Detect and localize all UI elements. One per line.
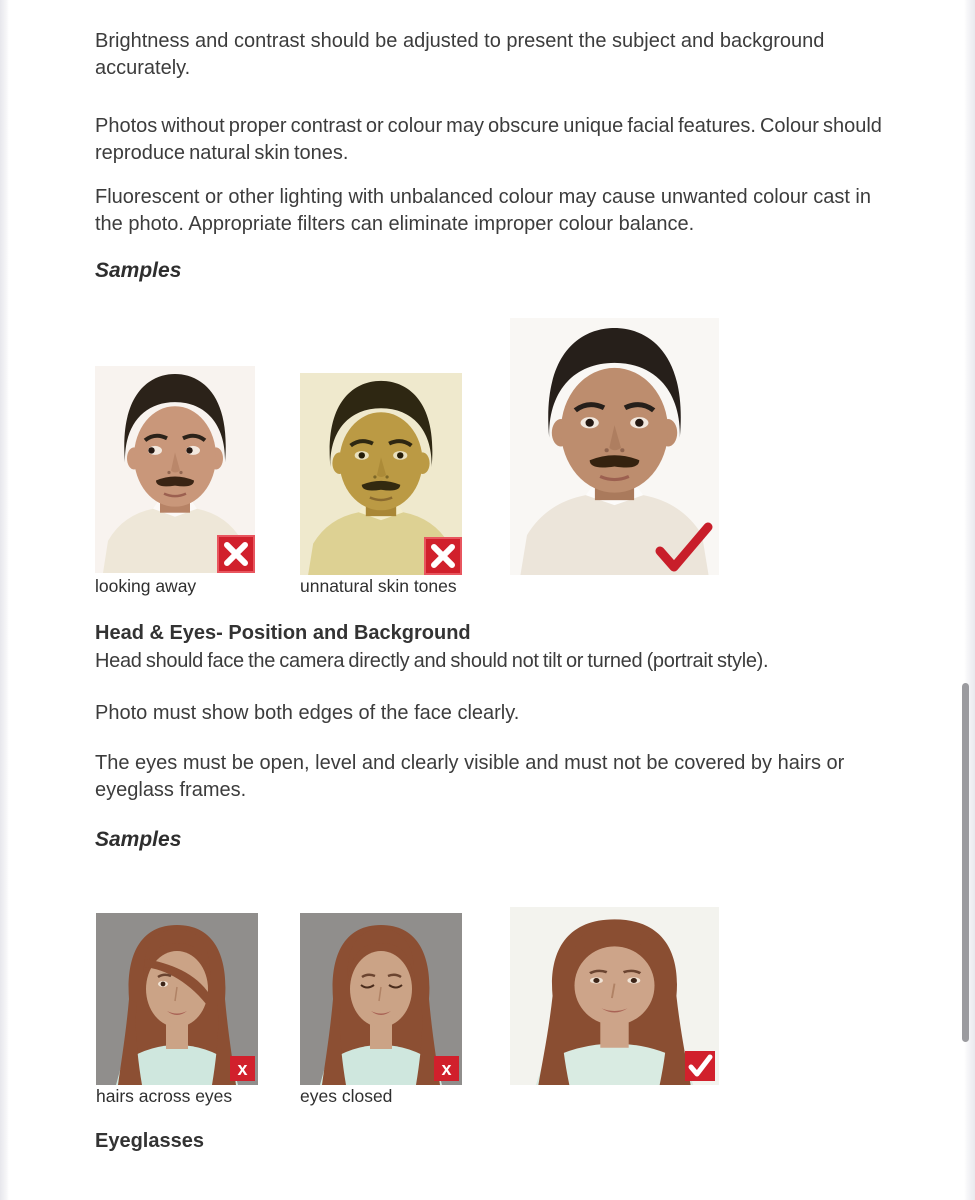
approved-checkmark-icon <box>652 521 714 573</box>
rejected-x-icon <box>424 537 462 575</box>
page-edge-left <box>0 0 9 1200</box>
paragraph-head-face: Head should face the camera directly and should not tilt or turned (portrait style). <box>95 650 769 672</box>
rejected-x-icon: x <box>230 1056 255 1081</box>
paragraph-contrast: Photos without proper contrast or colour may obscure unique facial features. Colour should reproduce natural skin tones. <box>95 115 882 164</box>
paragraph-fluorescent: Fluorescent or other lighting with unbalanced colour may cause unwanted colour cast in the photo. Appropriate filters can eliminate improper colour balance. <box>95 186 871 235</box>
scrollbar-thumb[interactable] <box>962 683 969 1042</box>
photo-caption: unnatural skin tones <box>300 576 457 596</box>
paragraph-brightness: Brightness and contrast should be adjusted to present the subject and background accurately. <box>95 30 825 79</box>
samples-heading-1: Samples <box>95 259 182 282</box>
rejected-x-icon: x <box>434 1056 459 1081</box>
approved-check-icon <box>685 1051 715 1081</box>
paragraph-eyes-open: The eyes must be open, level and clearly visible and must not be covered by hairs or eyeglass frames. <box>95 752 845 801</box>
sample-photo-looking-away <box>95 366 255 573</box>
sample-photo-hairs-across-eyes <box>96 913 258 1085</box>
rejected-x-icon <box>217 535 255 573</box>
sample-photo-unnatural-skin-tones <box>300 373 462 575</box>
head-eyes-heading: Head & Eyes- Position and Background <box>95 622 471 644</box>
photo-caption: eyes closed <box>300 1086 393 1106</box>
sample-photo-correct-man <box>510 318 719 575</box>
photo-caption: looking away <box>95 576 197 596</box>
eyeglasses-heading: Eyeglasses <box>95 1130 204 1152</box>
paragraph-face-edges: Photo must show both edges of the face clearly. <box>95 702 520 724</box>
sample-photo-correct-woman <box>510 907 719 1085</box>
samples-heading-2: Samples <box>95 828 182 851</box>
photo-caption: hairs across eyes <box>96 1086 233 1106</box>
sample-photo-eyes-closed <box>300 913 462 1085</box>
